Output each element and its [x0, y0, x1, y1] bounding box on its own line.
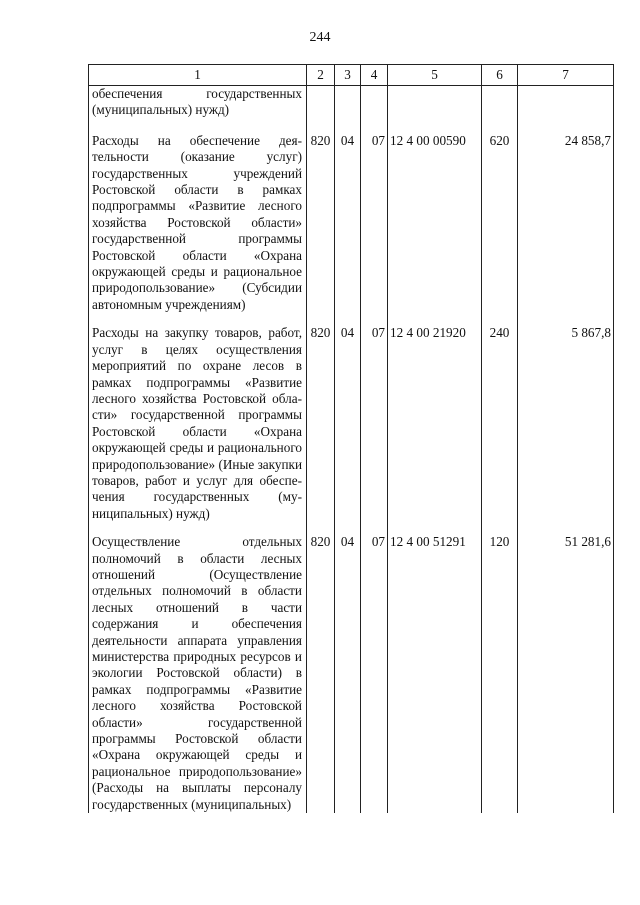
- column-header: 5: [388, 65, 482, 86]
- amount-value: 24 858,7: [518, 133, 614, 325]
- section-code: 04: [335, 325, 361, 534]
- column-header: 7: [518, 65, 614, 86]
- table-row: [89, 325, 614, 534]
- subsection-code: 07: [361, 534, 388, 813]
- target-article-code: 12 4 00 00590: [388, 133, 482, 325]
- expense-name: Осуществление отдельных полномочий в области лесных отношений (Осуществление отдельных полномочий в области лесных отношений в части содержания и обеспечения деятельности аппарата управления министерства природных ресурсов и экологии Ростовской области) в рамках подпрограммы «Развитие лесного хозяйства Ростовской области» государственной программы Ростовской области «Охрана окружающей среды и рациональное природопользование» (Расходы на выплаты персоналу государственных (муниципальных): [89, 534, 307, 813]
- expense-type-code: 120: [482, 534, 518, 813]
- continuation-row: [89, 86, 614, 133]
- column-number-row: [89, 65, 614, 86]
- target-article-code: 12 4 00 51291: [388, 534, 482, 813]
- expense-name: Расходы на закупку товаров, работ, услуг в целях осуществления мероприятий по охране лесов в рамках подпрограммы «Развитие лесного хозяйства Ростовской области» государственной программы Ростовской области «Охрана окружающей среды и рационального природопользование» (Иные закупки товаров, работ и услуг для обеспечения государственных (муниципальных) нужд): [89, 325, 307, 534]
- table-row: [89, 133, 614, 325]
- page-number: 244: [309, 30, 331, 45]
- target-article-code: 12 4 00 21920: [388, 325, 482, 534]
- subsection-code: 07: [361, 133, 388, 325]
- amount-value: 5 867,8: [518, 325, 614, 534]
- continuation-text: обеспечения государственных (муниципальных) нужд): [89, 86, 307, 133]
- ministry-code: 820: [307, 325, 335, 534]
- section-code: 04: [335, 133, 361, 325]
- column-header: 3: [335, 65, 361, 86]
- column-header: 4: [361, 65, 388, 86]
- ministry-code: 820: [307, 133, 335, 325]
- column-header: 1: [89, 65, 307, 86]
- amount-value: 51 281,6: [518, 534, 614, 813]
- column-header: 6: [482, 65, 518, 86]
- expense-type-code: 240: [482, 325, 518, 534]
- column-header: 2: [307, 65, 335, 86]
- ministry-code: 820: [307, 534, 335, 813]
- expense-type-code: 620: [482, 133, 518, 325]
- expense-name: Расходы на обеспечение деятельности (оказание услуг) государственных учреждений Ростовской области в рамках подпрограммы «Развитие лесного хозяйства Ростовской области» государственной программы Ростовской области «Охрана окружающей среды и рациональное природопользование» (Субсидии автономным учреждениям): [89, 133, 307, 325]
- table-row: [89, 534, 614, 813]
- section-code: 04: [335, 534, 361, 813]
- budget-table: [88, 64, 614, 813]
- subsection-code: 07: [361, 325, 388, 534]
